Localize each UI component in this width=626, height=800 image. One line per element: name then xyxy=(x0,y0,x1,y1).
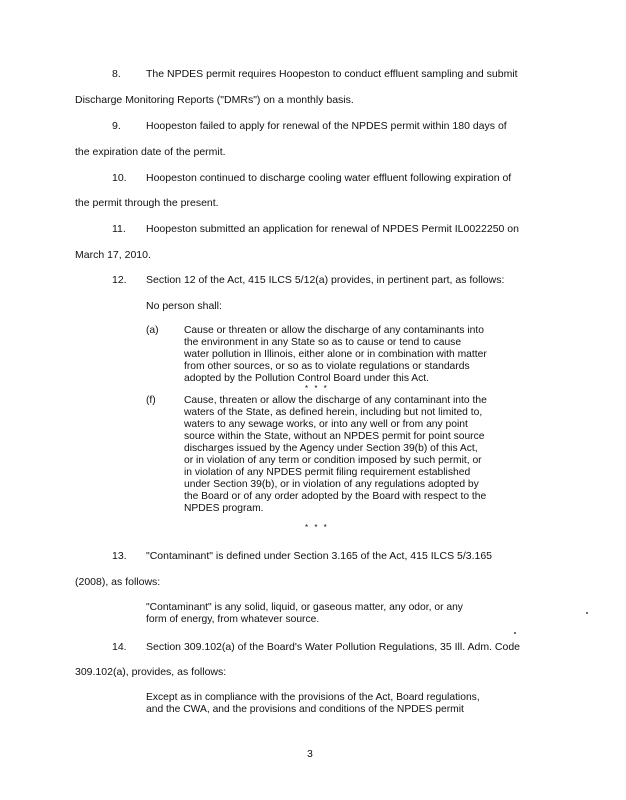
quote-f-label: (f) xyxy=(146,395,156,406)
quote-f-line: in violation of any NPDES permit filing requirement established xyxy=(184,467,471,478)
paragraph-11-number: 11. xyxy=(112,223,126,235)
quote-contaminant-line: "Contaminant" is any solid, liquid, or gaseous matter, any odor, or any xyxy=(146,602,463,613)
paragraph-10-number: 10. xyxy=(112,172,127,184)
paragraph-11-line-1: Hoopeston submitted an application for renewal of NPDES Permit IL0022250 on xyxy=(146,223,519,235)
quote-f-line: waters of the State, as defined herein, including but not limited to, xyxy=(184,407,483,418)
quote-f-line: waters to any sewage works, or into any well or from any point xyxy=(184,419,468,430)
paragraph-13-number: 13. xyxy=(112,550,127,562)
paragraph-10-line-2: the permit through the present. xyxy=(75,197,219,209)
paragraph-12-number: 12. xyxy=(112,274,127,286)
quote-a-label: (a) xyxy=(146,325,159,336)
paragraph-14-number: 14. xyxy=(112,641,127,653)
quote-a-line: the environment in any State so as to cause or tend to cause xyxy=(184,337,462,348)
quote-f-line: NPDES program. xyxy=(184,503,264,514)
paragraph-8-line-2: Discharge Monitoring Reports ("DMRs") on a monthly basis. xyxy=(75,94,354,106)
paragraph-9-line-2: the expiration date of the permit. xyxy=(75,146,226,158)
quote-f-line: or in violation of any term or condition imposed by such permit, or xyxy=(184,455,482,466)
paragraph-10-line-1: Hoopeston continued to discharge cooling water effluent following expiration of xyxy=(146,172,512,184)
paragraph-8-number: 8. xyxy=(112,68,121,80)
ellipsis-stars-2: * * * xyxy=(305,523,329,532)
quote-309-block xyxy=(146,692,480,716)
quote-contaminant-block xyxy=(146,602,463,626)
paragraph-11-line-2: March 17, 2010. xyxy=(75,249,151,261)
quote-f-line: under Section 39(b), or in violation of any regulations adopted by xyxy=(184,479,479,490)
quote-f-line: source within the State, without an NPDES permit for point source xyxy=(184,431,485,442)
quote-a-line: adopted by the Pollution Control Board under this Act. xyxy=(184,373,429,384)
quote-contaminant-line: form of energy, from whatever source. xyxy=(146,614,320,625)
paragraph-14-line-2: 309.102(a), provides, as follows: xyxy=(75,666,227,678)
paragraph-14-line-1: Section 309.102(a) of the Board's Water Pollution Regulations, 35 Ill. Adm. Code xyxy=(146,641,520,653)
quote-f-block xyxy=(184,395,487,515)
quote-f-line: discharges issued by the Agency under Section 39(b) of this Act, xyxy=(184,443,478,454)
paragraph-9-number: 9. xyxy=(112,120,121,132)
paragraph-9-line-1: Hoopeston failed to apply for renewal of the NPDES permit within 180 days of xyxy=(146,120,507,132)
scan-speck xyxy=(586,612,588,614)
quote-a-block xyxy=(184,325,487,385)
quote-309-line: Except as in compliance with the provisions of the Act, Board regulations, xyxy=(146,692,480,703)
paragraph-13-line-2: (2008), as follows: xyxy=(75,576,161,588)
quote-a-line: water pollution in Illinois, either alone or in combination with matter xyxy=(184,349,487,360)
paragraph-12-line-1: Section 12 of the Act, 415 ILCS 5/12(a) provides, in pertinent part, as follows: xyxy=(146,274,505,286)
paragraph-12-intro: No person shall: xyxy=(146,300,222,312)
paragraph-8-line-1: The NPDES permit requires Hoopeston to conduct effluent sampling and submit xyxy=(146,68,518,80)
quote-f-line: Cause, threaten or allow the discharge of any contaminant into the xyxy=(184,395,487,406)
quote-a-line: Cause or threaten or allow the discharge of any contaminants into xyxy=(184,325,484,336)
scan-speck xyxy=(514,632,516,634)
quote-309-line: and the CWA, and the provisions and conditions of the NPDES permit xyxy=(146,704,464,715)
ellipsis-stars-1: * * * xyxy=(305,384,329,393)
page-number: 3 xyxy=(307,748,313,760)
quote-a-line: from other sources, or so as to violate regulations or standards xyxy=(184,361,470,372)
paragraph-13-line-1: "Contaminant" is defined under Section 3.165 of the Act, 415 ILCS 5/3.165 xyxy=(146,550,493,562)
quote-f-line: the Board or of any order adopted by the Board with respect to the xyxy=(184,491,487,502)
